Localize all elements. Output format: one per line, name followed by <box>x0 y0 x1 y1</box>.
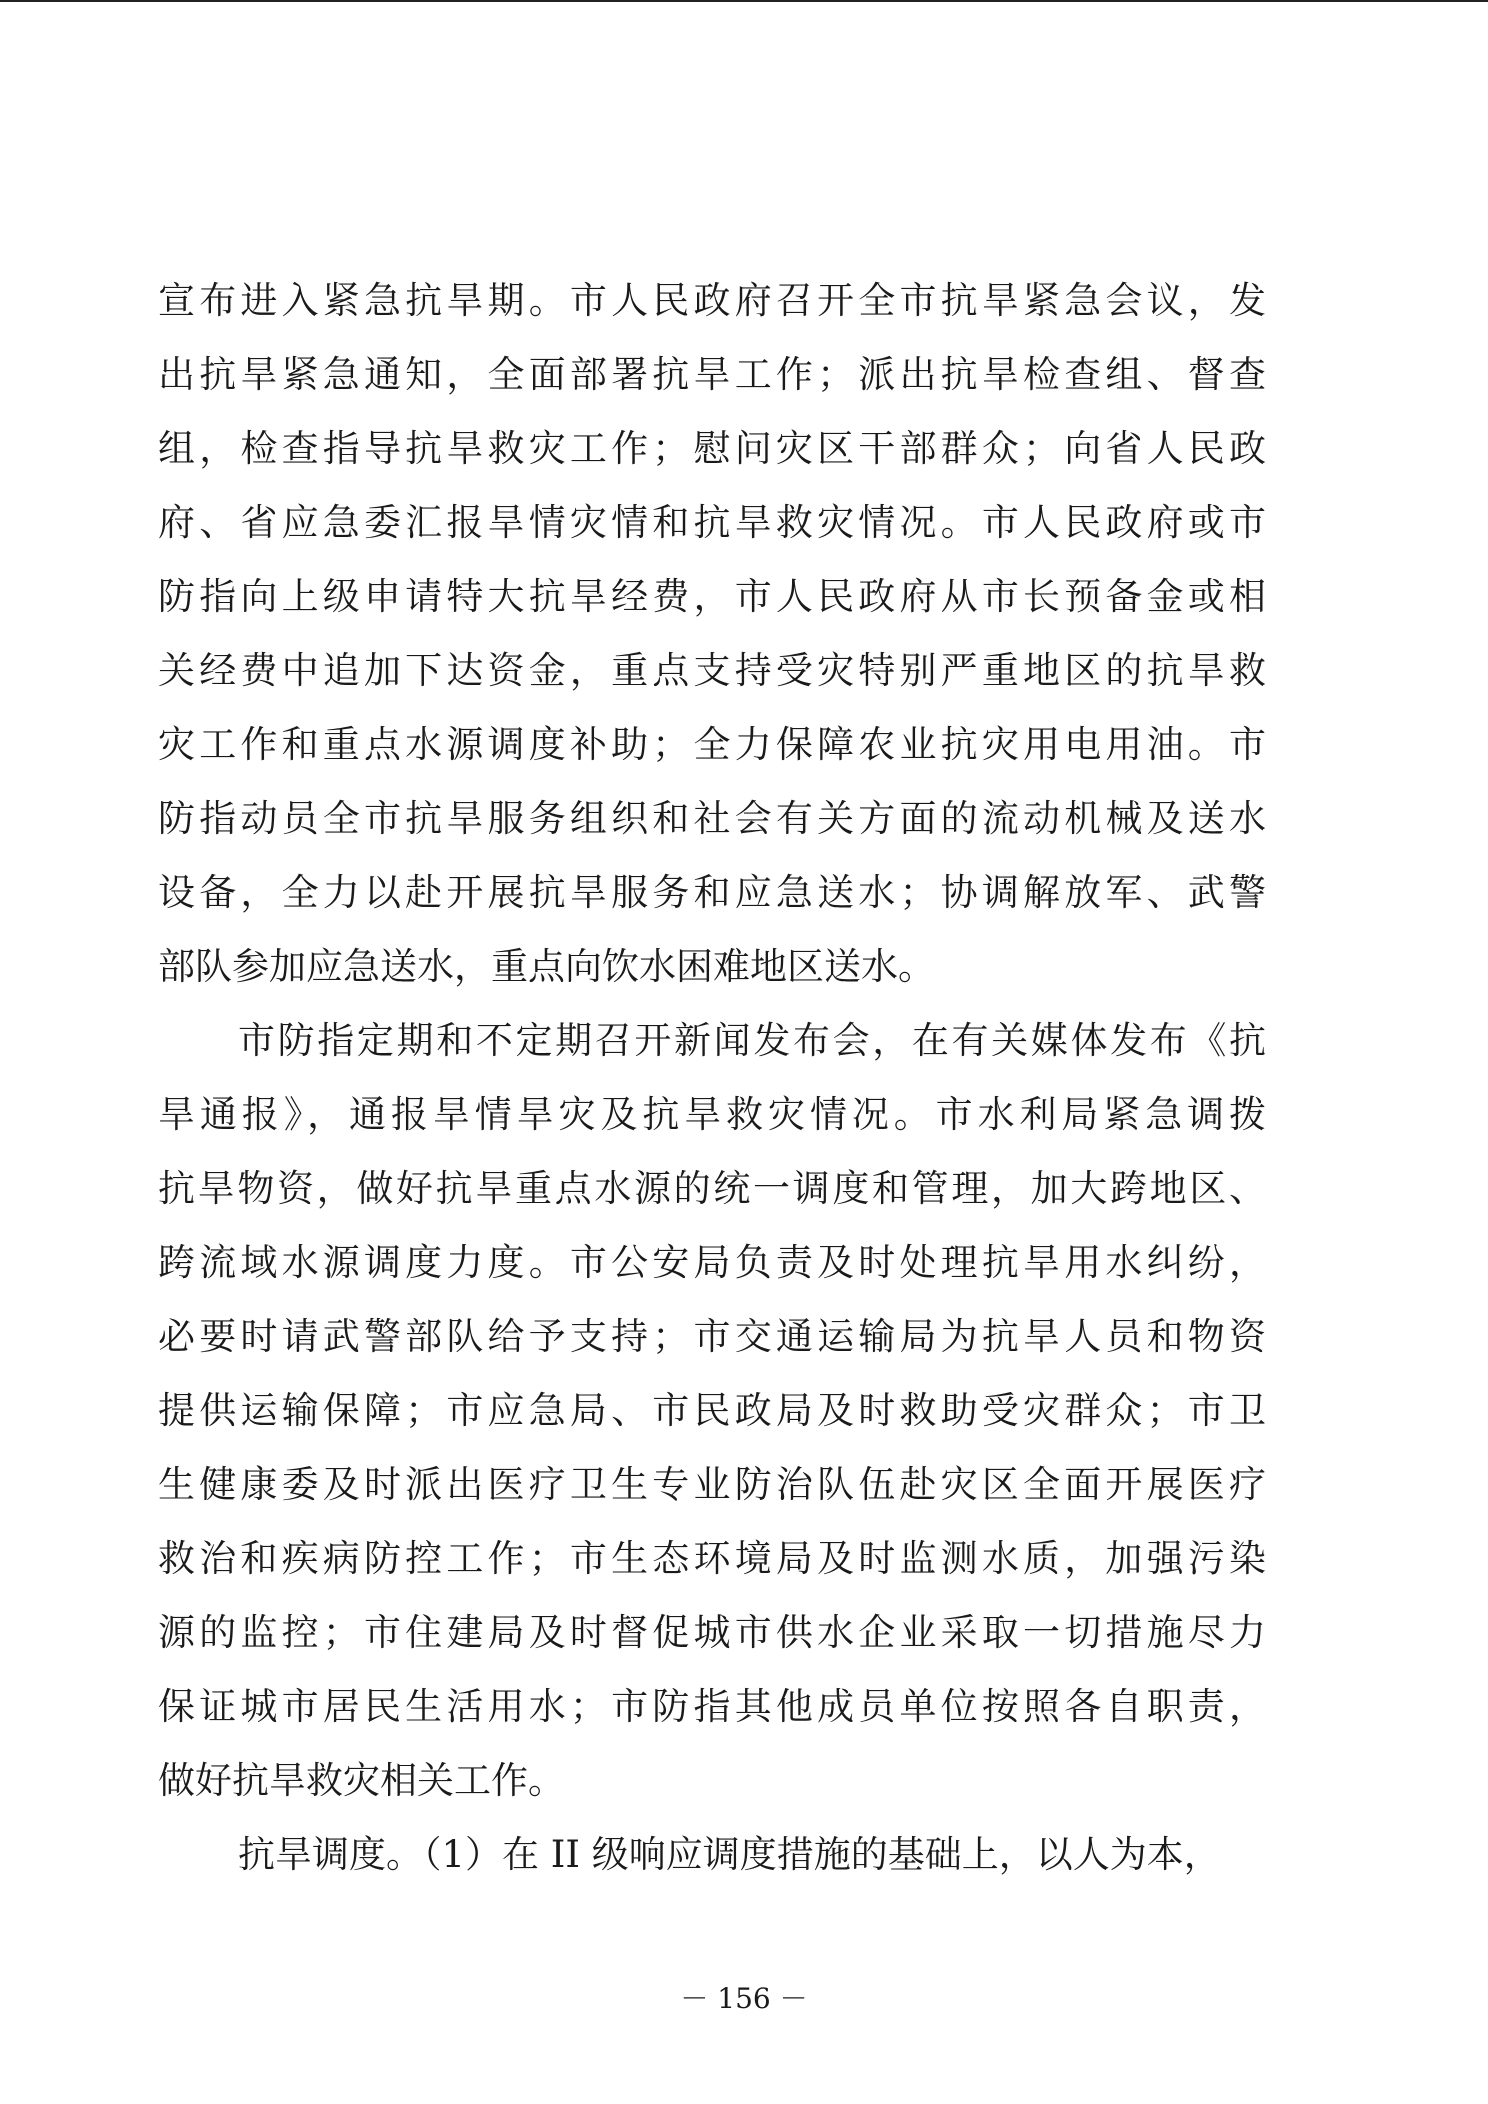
text-line: 抗旱调度。（1）在 II 级响应调度措施的基础上，以人为本， <box>238 1833 1221 1876</box>
text-line: 保证城市居民生活用水；市防指其他成员单位按照各自职责， <box>158 1685 1266 1728</box>
text-line: 府、省应急委汇报旱情灾情和抗旱救灾情况。市人民政府或市 <box>158 501 1266 544</box>
body-text <box>158 264 1266 1892</box>
page-number: － 156 － <box>680 1982 808 2015</box>
text-line: 旱通报》，通报旱情旱灾及抗旱救灾情况。市水利局紧急调拨 <box>158 1093 1266 1136</box>
text-line: 组，检查指导抗旱救灾工作；慰问灾区干部群众；向省人民政 <box>158 427 1266 470</box>
paragraph <box>158 264 1266 1004</box>
text-line: 宣布进入紧急抗旱期。市人民政府召开全市抗旱紧急会议，发 <box>158 279 1266 322</box>
paragraph <box>158 1004 1266 1818</box>
text-line: 防指向上级申请特大抗旱经费，市人民政府从市长预备金或相 <box>158 575 1266 618</box>
text-line: 灾工作和重点水源调度补助；全力保障农业抗灾用电用油。市 <box>158 723 1266 766</box>
text-line: 设备，全力以赴开展抗旱服务和应急送水；协调解放军、武警 <box>158 871 1266 914</box>
text-line: 提供运输保障；市应急局、市民政局及时救助受灾群众；市卫 <box>158 1389 1266 1432</box>
paragraph <box>158 1818 1266 1892</box>
text-line: 部队参加应急送水，重点向饮水困难地区送水。 <box>158 945 935 988</box>
text-line: 出抗旱紧急通知，全面部署抗旱工作；派出抗旱检查组、督查 <box>158 353 1266 396</box>
text-line: 必要时请武警部队给予支持；市交通运输局为抗旱人员和物资 <box>158 1315 1266 1358</box>
text-line: 源的监控；市住建局及时督促城市供水企业采取一切措施尽力 <box>158 1611 1266 1654</box>
text-line: 救治和疾病防控工作；市生态环境局及时监测水质，加强污染 <box>158 1537 1266 1580</box>
text-line: 跨流域水源调度力度。市公安局负责及时处理抗旱用水纠纷， <box>158 1241 1266 1284</box>
text-line: 生健康委及时派出医疗卫生专业防治队伍赴灾区全面开展医疗 <box>158 1463 1266 1506</box>
text-line: 做好抗旱救灾相关工作。 <box>158 1759 565 1802</box>
text-line: 市防指定期和不定期召开新闻发布会，在有关媒体发布《抗 <box>238 1019 1266 1062</box>
text-line: 抗旱物资，做好抗旱重点水源的统一调度和管理，加大跨地区、 <box>158 1167 1266 1210</box>
text-line: 关经费中追加下达资金，重点支持受灾特别严重地区的抗旱救 <box>158 649 1266 692</box>
text-line: 防指动员全市抗旱服务组织和社会有关方面的流动机械及送水 <box>158 797 1266 840</box>
